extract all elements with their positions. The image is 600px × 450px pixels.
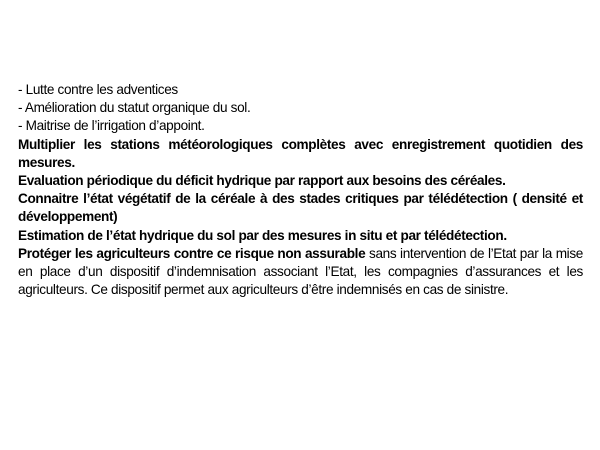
action-water-deficit-evaluation: Evaluation périodique du déficit hydrique par rapport aux besoins des céréales. [18,173,506,189]
action-vegetative-state: Connaitre l’état végétatif de la céréale à des stades critiques par télédétection ( densité et développement) [18,191,583,225]
action-soil-water-estimation: Estimation de l’état hydrique du sol par des mesures in situ et par télédétection. [18,227,507,243]
content-text-block [18,81,583,299]
action-weather-stations: Multiplier les stations météorologiques complètes avec enregistrement quotidien des mesures. [18,136,583,170]
final-bold-text: Protéger les agriculteurs contre ce risque non assurable [18,245,366,261]
final-regular-text: sans intervention de l’Etat par la mise en place d’un dispositif d’indemnisation associant l’Etat, les compagnies d’assurances et les agriculteurs. Ce dispositif permet aux agriculteurs d’être indemnisés en cas de sinistre. [18,245,583,298]
final-paragraph [18,245,583,300]
bullet-soil-organic-status: - Amélioration du statut organique du sol. [18,100,251,116]
bullet-irrigation-control: - Maitrise de l’irrigation d’appoint. [18,118,205,134]
bullet-weed-control: - Lutte contre les adventices [18,82,178,97]
